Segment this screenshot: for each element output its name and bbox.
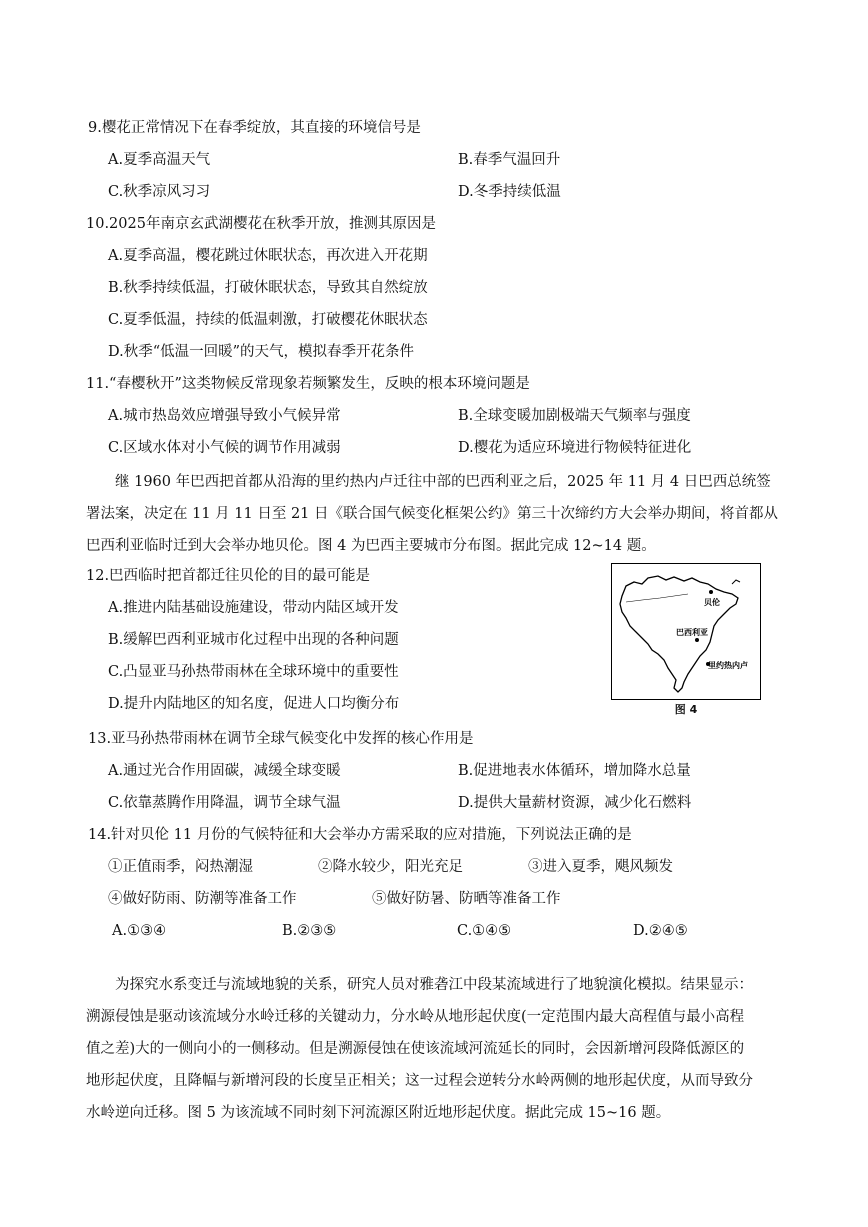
passage-river-divide	[86, 969, 786, 1129]
question-13-option-b: B.促进地表水体循环，增加降水总量	[458, 763, 691, 779]
question-14-option-c: C.①④⑤	[457, 923, 512, 939]
figure-4-caption: 图 4	[674, 703, 698, 716]
question-14-statement-4: ④做好防雨、防潮等准备工作	[108, 891, 297, 907]
question-10-option-c: C.夏季低温，持续的低温刺激，打破樱花休眠状态	[108, 312, 428, 328]
question-9-option-b: B.春季气温回升	[458, 152, 561, 168]
question-14-option-d: D.②④⑤	[633, 923, 688, 939]
question-10-option-a: A.夏季高温，樱花跳过休眠状态，再次进入开花期	[108, 248, 428, 264]
passage-2-line-5: 水岭逆向迁移。图 5 为该流域不同时刻下河流源区附近地形起伏度。据此完成 15~16 题。	[86, 1105, 671, 1121]
question-12-option-a: A.推进内陆基础设施建设，带动内陆区域开发	[108, 600, 399, 616]
passage-1-line-3: 巴西利亚临时迁到大会举办地贝伦。图 4 为巴西主要城市分布图。据此完成 12~14 题。	[86, 538, 656, 554]
passage-1-line-1: 继 1960 年巴西把首都从沿海的里约热内卢迁往中部的巴西利亚之后，2025 年 11 月 4 日巴西总统签	[115, 474, 771, 490]
brazil-outline-map	[612, 564, 760, 699]
question-13-option-c: C.依靠蒸腾作用降温，调节全球气温	[108, 795, 341, 811]
question-14-statement-2: ②降水较少，阳光充足	[318, 859, 463, 875]
passage-2-line-2: 溯源侵蚀是驱动该流域分水岭迁移的关键动力，分水岭从地形起伏度(一定范围内最大高程值与最小高程	[86, 1009, 745, 1025]
question-14-statement-1: ①正值雨季，闷热潮湿	[108, 859, 253, 875]
passage-2-line-3: 值之差)大的一侧向小的一侧移动。但是溯源侵蚀在使该流域河流延长的同时，会因新增河段降低源区的	[86, 1041, 745, 1057]
question-13-option-a: A.通过光合作用固碳，减缓全球变暖	[108, 763, 341, 779]
label-belem: 贝伦	[704, 598, 720, 607]
question-14-stem: 14.针对贝伦 11 月份的气候特征和大会举办方需采取的应对措施，下列说法正确的是	[88, 827, 632, 843]
question-14-statement-3: ③进入夏季，飓风频发	[528, 859, 673, 875]
question-12-stem: 12.巴西临时把首都迁往贝伦的目的最可能是	[86, 568, 371, 584]
question-11-stem: 11.“春樱秋开”这类物候反常现象若频繁发生，反映的根本环境问题是	[86, 376, 530, 392]
question-13-stem: 13.亚马孙热带雨林在调节全球气候变化中发挥的核心作用是	[88, 731, 474, 747]
passage-brazil-capital	[86, 466, 786, 562]
question-14-statement-5: ⑤做好防暑、防晒等准备工作	[372, 891, 561, 907]
river-line	[626, 594, 688, 602]
question-12-option-b: B.缓解巴西利亚城市化过程中出现的各种问题	[108, 632, 399, 648]
question-9-option-c: C.秋季凉风习习	[108, 184, 211, 200]
question-12-option-c: C.凸显亚马孙热带雨林在全球环境中的重要性	[108, 664, 399, 680]
question-12-option-d: D.提升内陆地区的知名度，促进人口均衡分布	[108, 696, 400, 712]
question-9-option-d: D.冬季持续低温	[458, 184, 561, 200]
question-9-option-a: A.夏季高温天气	[108, 152, 211, 168]
question-10-option-b: B.秋季持续低温，打破休眠状态，导致其自然绽放	[108, 280, 428, 296]
question-13-option-d: D.提供大量薪材资源，减少化石燃料	[458, 795, 692, 811]
passage-1-line-2: 署法案，决定在 11 月 11 日至 21 日《联合国气候变化框架公约》第三十次缔约方大会举办期间，将首都从	[86, 506, 779, 522]
brasilia-dot	[695, 638, 699, 642]
question-9-stem: 9.樱花正常情况下在春季绽放，其直接的环境信号是	[88, 120, 421, 136]
question-11-option-c: C.区域水体对小气候的调节作用减弱	[108, 440, 341, 456]
question-10-stem: 10.2025年南京玄武湖樱花在秋季开放，推测其原因是	[86, 216, 436, 232]
map-frame	[611, 563, 761, 700]
question-14-option-a: A.①③④	[112, 923, 167, 939]
question-11-option-a: A.城市热岛效应增强导致小气候异常	[108, 408, 341, 424]
label-brasilia: 巴西利亚	[676, 628, 708, 637]
coast-fragment	[732, 580, 740, 584]
question-11-option-b: B.全球变暖加剧极端天气频率与强度	[458, 408, 691, 424]
passage-2-line-4: 地形起伏度，且降幅与新增河段的长度呈正相关；这一过程会逆转分水岭两侧的地形起伏度，从而导致分	[86, 1073, 753, 1089]
figure-4-brazil-map	[611, 563, 761, 723]
passage-2-line-1: 为探究水系变迁与流域地貌的关系，研究人员对雅砻江中段某流域进行了地貌演化模拟。结果显示：	[115, 977, 753, 993]
question-14-option-b: B.②③⑤	[282, 923, 337, 939]
question-11-option-d: D.樱花为适应环境进行物候特征进化	[458, 440, 692, 456]
label-rio: 里约热内卢	[708, 661, 748, 670]
belem-dot	[709, 590, 713, 594]
question-10-option-d: D.秋季“低温一回暖”的天气，模拟春季开花条件	[108, 344, 415, 360]
